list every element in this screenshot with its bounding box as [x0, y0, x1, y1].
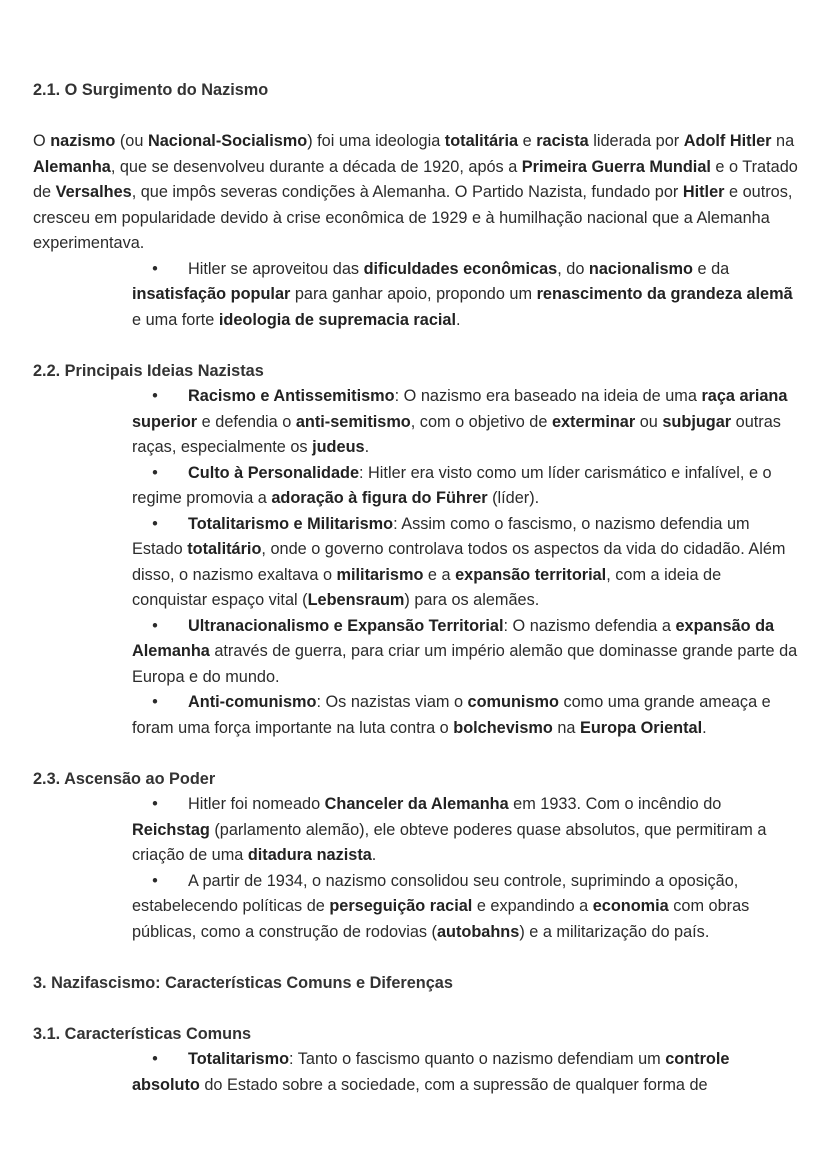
bold-text: Reichstag: [132, 820, 210, 839]
text-run: do Estado sobre a sociedade, com a supressão de qualquer forma de: [199, 1075, 708, 1094]
section-heading: 3.1. Características Comuns: [33, 1024, 252, 1043]
bold-text: ideologia de supremacia racial: [218, 310, 456, 329]
bold-text: ditadura nazista: [247, 846, 372, 864]
text-run: para ganhar apoio, propondo um: [290, 285, 537, 303]
bold-text: Hitler: [682, 183, 725, 201]
text-run: : Assim como o fascismo, o nazismo defendia um Estado: [132, 514, 750, 558]
bold-text: adoração à figura do Führer: [271, 489, 488, 507]
bold-text: Europa Oriental: [579, 718, 703, 737]
bold-text: comunismo: [467, 693, 559, 711]
text-run: como uma grande ameaça e foram uma força importante na luta contra o: [132, 693, 771, 737]
text-run: .: [702, 718, 707, 737]
bullet-item: [33, 1047, 798, 1098]
text-run: e outros, cresceu em popularidade devido à crise econômica de 1929 e à humilhação nacional que a Alemanha experimentava.: [33, 183, 793, 252]
bold-text: nacionalismo: [588, 259, 693, 278]
text-run: .: [371, 846, 377, 864]
text-run: : Os nazistas viam o: [316, 693, 468, 711]
section-heading: 2.3. Ascensão ao Poder: [33, 769, 216, 788]
bold-text: Versalhes: [55, 183, 132, 201]
bullet-item: [33, 512, 798, 614]
bold-text: racista: [536, 132, 589, 150]
text-run: e da: [692, 259, 730, 278]
text-run: outras raças, especialmente os: [132, 412, 781, 456]
spacer: [33, 741, 798, 767]
bold-text: Primeira Guerra Mundial: [521, 157, 711, 176]
bold-text: Totalitarismo e Militarismo: [188, 514, 394, 533]
section-heading: 2.1. O Surgimento do Nazismo: [33, 81, 269, 99]
bold-text: perseguição racial: [329, 897, 473, 915]
bullet-icon: •: [152, 871, 158, 890]
bold-text: judeus: [312, 438, 365, 456]
section-heading: 2.2. Principais Ideias Nazistas: [33, 361, 264, 380]
bold-text: anti-semitismo: [295, 412, 411, 431]
bold-text: renascimento da grandeza alemã: [536, 285, 793, 303]
text-run: : Tanto o fascismo quanto o nazismo defendiam um: [289, 1050, 666, 1068]
spacer: [33, 996, 798, 1022]
text-run: e expandindo a: [472, 897, 593, 915]
text-run: .: [455, 310, 461, 329]
text-run: ) para os alemães.: [404, 591, 540, 609]
bold-text: totalitário: [187, 540, 262, 558]
bullet-icon: •: [152, 259, 158, 278]
text-run: , do: [557, 259, 589, 278]
bold-text: militarismo: [336, 565, 424, 584]
text-run: através de guerra, para criar um império alemão que dominasse grande parte da Europa e do mundo.: [132, 642, 798, 686]
text-run: liderada por: [588, 132, 684, 150]
text-run: ) e a militarização do país.: [519, 922, 710, 941]
bullet-item: [33, 869, 798, 946]
paragraph: [33, 129, 798, 257]
text-run: e o Tratado de: [33, 157, 798, 201]
text-run: , com o objetivo de: [410, 412, 552, 431]
bullet-item: [33, 384, 798, 461]
bold-text: Racismo e Antissemitismo: [188, 387, 395, 405]
text-run: , que impôs severas condições à Alemanha. O Partido Nazista, fundado por: [131, 183, 683, 201]
bold-text: Culto à Personalidade: [188, 463, 359, 482]
bullet-item: [33, 614, 798, 691]
bold-text: insatisfação popular: [132, 285, 291, 303]
bold-text: Nacional-Socialismo: [147, 132, 308, 150]
text-run: ou: [635, 412, 663, 431]
text-run: : O nazismo era baseado na ideia de uma: [394, 387, 702, 405]
spacer: [33, 333, 798, 359]
bullet-icon: •: [152, 1050, 158, 1068]
bullet-item: [33, 690, 798, 741]
text-run: ) foi uma ideologia: [307, 132, 445, 150]
text-run: , que se desenvolveu durante a década de 1920, após a: [110, 157, 522, 176]
bold-text: nazismo: [50, 132, 116, 150]
text-run: em 1933. Com o incêndio do: [508, 795, 722, 813]
bold-text: economia: [592, 897, 669, 915]
bold-text: Totalitarismo: [188, 1050, 290, 1068]
bold-text: totalitária: [444, 132, 519, 150]
bullet-item: [33, 461, 798, 512]
text-run: .: [364, 438, 370, 456]
bold-text: exterminar: [551, 412, 636, 431]
bullet-item: [33, 792, 798, 869]
bold-text: autobahns: [436, 922, 520, 941]
text-run: : O nazismo defendia a: [503, 616, 676, 635]
bold-text: dificuldades econômicas: [363, 259, 558, 278]
text-run: A partir de 1934, o nazismo consolidou seu controle, suprimindo a oposição, estabelecendo políticas de: [132, 871, 739, 915]
bullet-icon: •: [152, 795, 158, 813]
bold-text: bolchevismo: [453, 718, 553, 737]
text-run: na: [552, 718, 580, 737]
text-run: e defendia o: [197, 412, 296, 431]
bold-text: Chanceler da Alemanha: [324, 795, 509, 813]
section-heading: 3. Nazifascismo: Características Comuns e Diferenças: [33, 973, 453, 992]
bold-text: Alemanha: [33, 157, 111, 176]
text-run: e: [518, 132, 537, 150]
bold-text: subjugar: [662, 412, 732, 431]
bold-text: raça ariana superior: [132, 387, 788, 431]
bullet-icon: •: [152, 693, 158, 711]
spacer: [33, 945, 798, 971]
spacer: [33, 104, 798, 130]
bullet-icon: •: [152, 463, 158, 482]
text-run: Hitler foi nomeado: [188, 795, 325, 813]
bold-text: Lebensraum: [307, 591, 405, 609]
bold-text: Adolf Hitler: [683, 132, 772, 150]
text-run: (líder).: [487, 489, 540, 507]
bold-text: expansão da Alemanha: [132, 616, 775, 660]
bullet-icon: •: [152, 616, 158, 635]
text-run: : Hitler era visto como um líder carismático e infalível, e o regime promovia a: [132, 463, 772, 507]
text-run: Hitler se aproveitou das: [188, 259, 364, 278]
bold-text: Anti-comunismo: [188, 693, 317, 711]
text-run: na: [771, 132, 795, 150]
bullet-item: [33, 257, 798, 334]
text-run: (parlamento alemão), ele obteve poderes quase absolutos, que permitiram a criação de uma: [132, 820, 767, 864]
bullet-icon: •: [152, 514, 158, 533]
text-run: O: [33, 132, 51, 150]
text-run: e a: [423, 565, 456, 584]
text-run: com obras públicas, como a construção de rodovias (: [132, 897, 750, 941]
bold-text: Ultranacionalismo e Expansão Territorial: [188, 616, 504, 635]
text-run: , onde o governo controlava todos os aspectos da vida do cidadão. Além disso, o nazismo exaltava o: [132, 540, 786, 584]
text-run: (ou: [115, 132, 148, 150]
bullet-icon: •: [152, 387, 158, 405]
text-run: e uma forte: [132, 310, 219, 329]
text-run: , com a ideia de conquistar espaço vital (: [132, 565, 722, 609]
bold-text: expansão territorial: [455, 565, 607, 584]
bold-text: controle absoluto: [132, 1050, 730, 1094]
